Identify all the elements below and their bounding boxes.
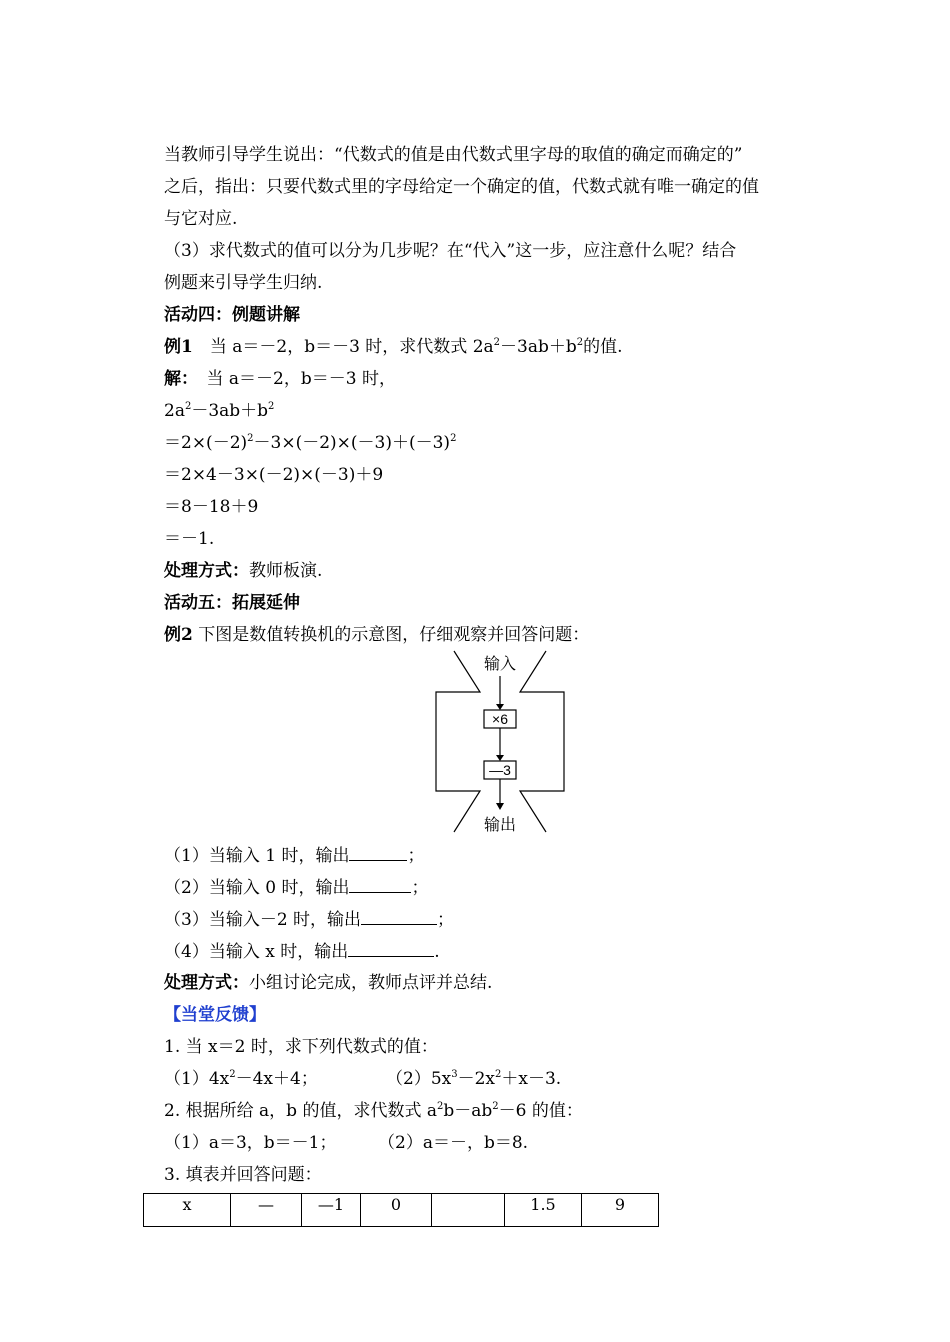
activity-5-heading: 活动五：拓展延伸 xyxy=(164,593,300,613)
solution-line-1 xyxy=(164,401,274,421)
answer-blank xyxy=(348,941,434,957)
intro-line-1: 当教师引导学生说出：“代数式的值是由代数式里字母的取值的确定而确定的” xyxy=(164,145,743,165)
answer-blank xyxy=(361,909,437,925)
intro-line-2: 之后，指出：只要代数式里的字母给定一个确定的值，代数式就有唯一确定的值 xyxy=(164,177,759,197)
solution-line-4: ＝8－18＋9 xyxy=(164,497,259,517)
table-cell: x xyxy=(144,1194,231,1227)
question-2 xyxy=(164,877,428,898)
feedback-heading: 【当堂反馈】 xyxy=(164,1005,266,1025)
exponent: 2 xyxy=(184,401,192,412)
intro-line-5: 例题来引导学生归纳. xyxy=(164,273,323,293)
example-1 xyxy=(164,337,623,357)
exponent: 2 xyxy=(229,1069,236,1080)
example-2-text: 下图是数值转换机的示意图，仔细观察并回答问题： xyxy=(192,625,590,645)
math-part: －3ab＋b xyxy=(191,401,269,421)
math-part: ＋x－3. xyxy=(501,1069,562,1089)
question-1 xyxy=(164,845,424,866)
diagram-input-label: 输入 xyxy=(483,656,517,673)
arrow-head-icon xyxy=(496,803,504,810)
table-cell: —1 xyxy=(302,1194,361,1227)
question-end: ； xyxy=(407,846,425,866)
method-2 xyxy=(164,973,492,993)
exponent: 2 xyxy=(268,401,275,412)
math-part: －4x＋4； xyxy=(235,1069,318,1089)
conversion-machine-diagram xyxy=(430,648,570,838)
question-end: ； xyxy=(411,878,429,898)
feedback-q2-part-1: （1）a＝3，b＝－1； xyxy=(164,1133,337,1153)
question-3 xyxy=(164,909,454,930)
exponent: 2 xyxy=(493,337,501,348)
question-end: . xyxy=(434,942,440,962)
question-4 xyxy=(164,941,440,962)
math-part: ＝2×(－2) xyxy=(164,433,248,453)
exponent: 2 xyxy=(247,433,254,444)
arrow-head-icon xyxy=(496,755,504,761)
arrow-head-icon xyxy=(496,704,504,710)
feedback-q2 xyxy=(164,1101,583,1121)
solution-line-3: ＝2×4－3×(－2)×(－3)＋9 xyxy=(164,465,384,485)
exponent: 2 xyxy=(437,1101,444,1112)
method-label: 处理方式： xyxy=(164,973,249,993)
math-part: （1）4x xyxy=(164,1069,230,1089)
feedback-q1-part-2 xyxy=(386,1069,561,1089)
solution-label: 解： xyxy=(164,369,190,389)
table-cell: 9 xyxy=(582,1194,659,1227)
table-cell xyxy=(432,1194,505,1227)
solution-line-5: ＝－1. xyxy=(164,529,215,549)
math-part: －6 的值： xyxy=(498,1101,583,1121)
diagram-output-label: 输出 xyxy=(483,817,517,834)
method-text: 教师板演. xyxy=(249,561,323,581)
diagram-op-multiply: ×6 xyxy=(492,711,508,727)
example-2-label: 例2 xyxy=(164,625,193,645)
example-1-label: 例1 xyxy=(164,337,193,357)
machine-right-outline xyxy=(520,651,564,832)
example-1-text-c: 的值. xyxy=(583,337,623,357)
method-label: 处理方式： xyxy=(164,561,249,581)
solution-line-2 xyxy=(164,433,456,453)
question-end: ； xyxy=(437,910,455,930)
exponent: 2 xyxy=(495,1069,502,1080)
math-part: －2x xyxy=(457,1069,496,1089)
example-1-text-b: －3ab＋b xyxy=(500,337,577,357)
method-1 xyxy=(164,561,322,581)
table-cell: — xyxy=(231,1194,302,1227)
diagram-op-subtract: —3 xyxy=(489,762,511,778)
method-text: 小组讨论完成，教师点评并总结. xyxy=(249,973,493,993)
math-part: b－ab xyxy=(443,1101,493,1121)
math-part: －3×(－2)×(－3)＋(－3) xyxy=(253,433,451,453)
math-part: （2）5x xyxy=(386,1069,452,1089)
activity-4-heading: 活动四：例题讲解 xyxy=(164,305,300,325)
table-row xyxy=(144,1194,659,1227)
question-text: （4）当输入 x 时，输出 xyxy=(164,942,349,962)
example-1-text-a: 当 a＝－2，b＝－3 时，求代数式 2a xyxy=(192,337,494,357)
feedback-q1-parts xyxy=(164,1069,318,1089)
question-text: （2）当输入 0 时，输出 xyxy=(164,878,350,898)
exponent: 2 xyxy=(576,337,584,348)
example-2 xyxy=(164,625,589,645)
question-text: （1）当输入 1 时，输出 xyxy=(164,846,350,866)
exponent: 3 xyxy=(451,1069,458,1080)
intro-line-3: 与它对应. xyxy=(164,209,238,229)
exponent: 2 xyxy=(450,433,457,444)
answer-blank xyxy=(349,845,407,861)
machine-left-outline xyxy=(436,651,480,832)
math-part: 2. 根据所给 a，b 的值，求代数式 a xyxy=(164,1101,437,1121)
intro-line-4: （3）求代数式的值可以分为几步呢？在“代入”这一步，应注意什么呢？结合 xyxy=(164,241,737,261)
math-part: 2a xyxy=(164,401,185,421)
solution-line-0 xyxy=(164,369,396,389)
solution-text: 当 a＝－2，b＝－3 时， xyxy=(189,369,396,389)
answer-blank xyxy=(349,877,411,893)
fill-in-table xyxy=(143,1193,659,1227)
table-cell: 1.5 xyxy=(505,1194,582,1227)
feedback-q3: 3. 填表并回答问题： xyxy=(164,1165,322,1185)
table-cell: 0 xyxy=(361,1194,432,1227)
feedback-q1: 1. 当 x＝2 时，求下列代数式的值： xyxy=(164,1037,438,1057)
question-text: （3）当输入－2 时，输出 xyxy=(164,910,362,930)
feedback-q2-part-2: （2）a＝－，b＝8. xyxy=(378,1133,529,1153)
exponent: 2 xyxy=(492,1101,499,1112)
